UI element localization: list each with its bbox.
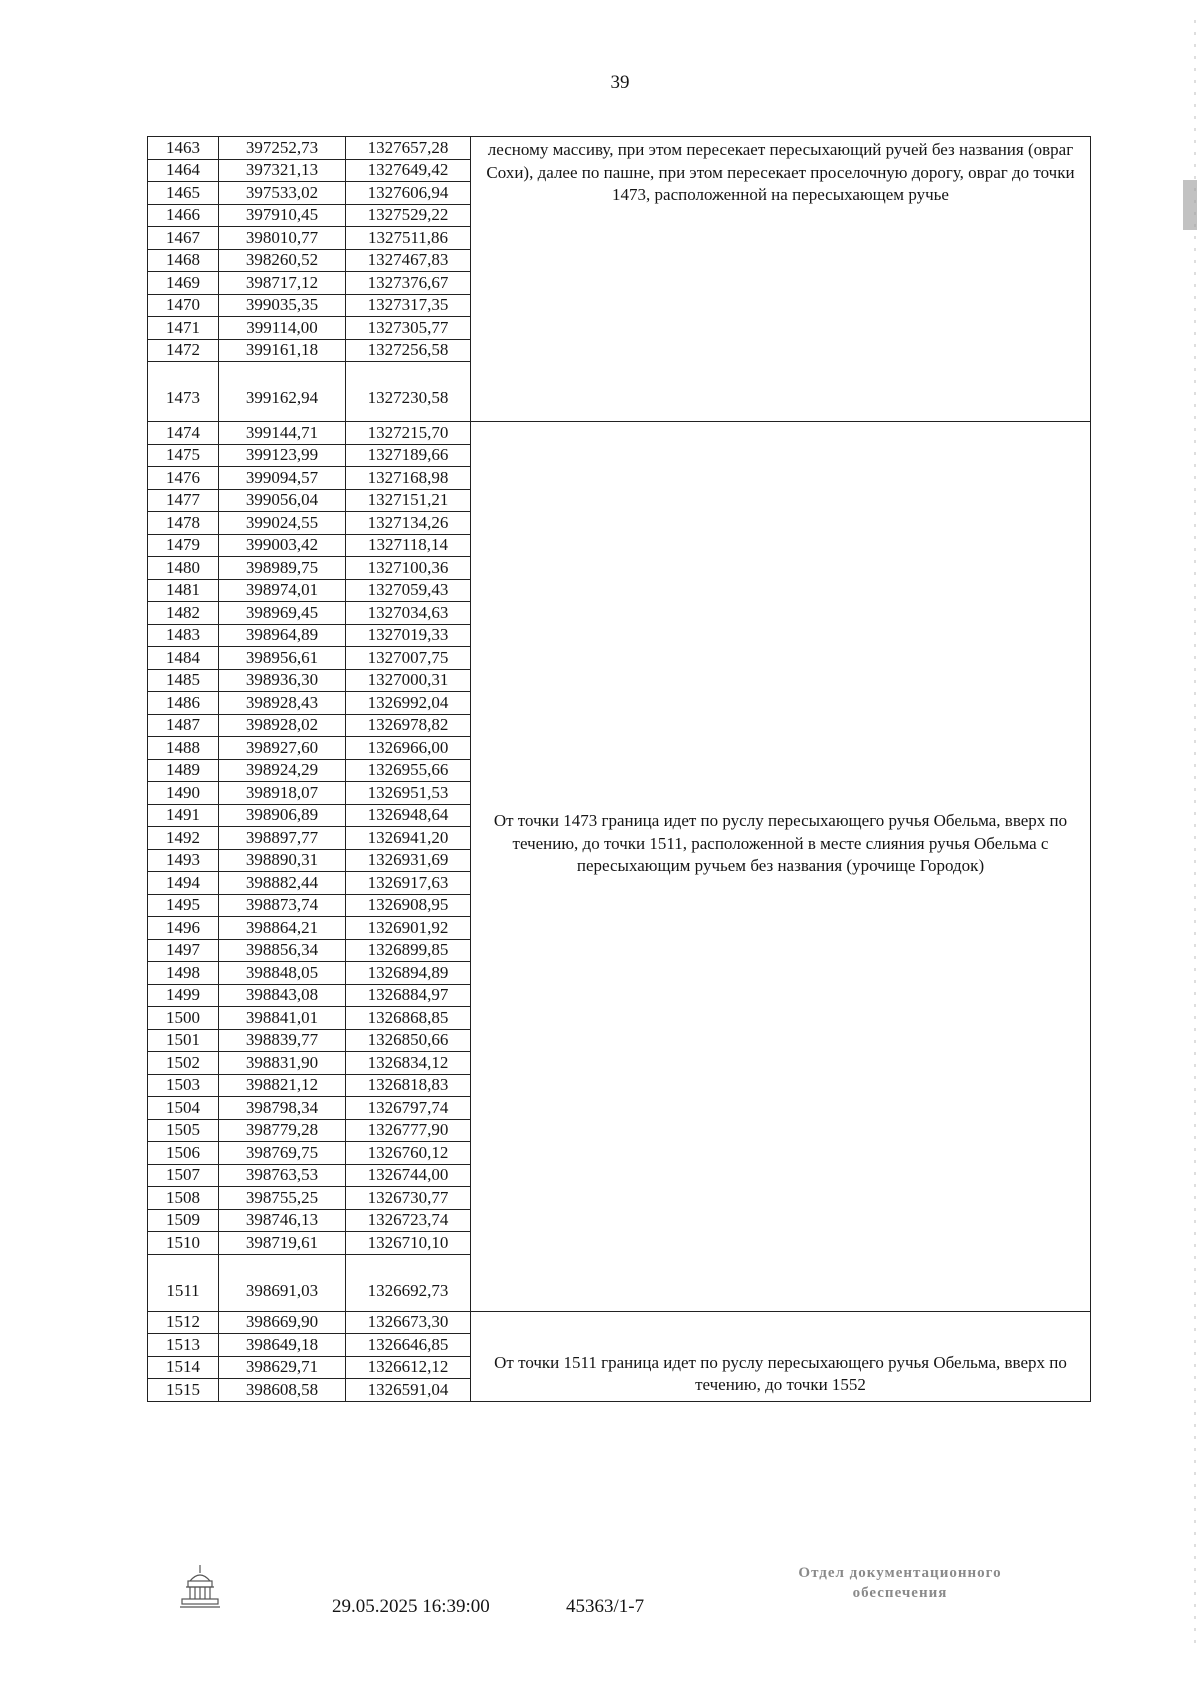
y-coordinate-cell: 1326692,73 bbox=[346, 1254, 471, 1311]
y-coordinate-cell: 1326951,53 bbox=[346, 782, 471, 805]
x-coordinate-cell: 399035,35 bbox=[219, 294, 346, 317]
x-coordinate-cell: 398864,21 bbox=[219, 917, 346, 940]
y-coordinate-cell: 1326899,85 bbox=[346, 939, 471, 962]
x-coordinate-cell: 399003,42 bbox=[219, 534, 346, 557]
point-number-cell: 1513 bbox=[148, 1334, 219, 1357]
table-row bbox=[148, 137, 1091, 160]
point-number-cell: 1493 bbox=[148, 849, 219, 872]
building-logo-icon bbox=[178, 1563, 222, 1609]
point-number-cell: 1464 bbox=[148, 159, 219, 182]
x-coordinate-cell: 398839,77 bbox=[219, 1029, 346, 1052]
y-coordinate-cell: 1327529,22 bbox=[346, 204, 471, 227]
x-coordinate-cell: 398821,12 bbox=[219, 1074, 346, 1097]
point-number-cell: 1489 bbox=[148, 759, 219, 782]
y-coordinate-cell: 1326901,92 bbox=[346, 917, 471, 940]
point-number-cell: 1492 bbox=[148, 827, 219, 850]
x-coordinate-cell: 398882,44 bbox=[219, 872, 346, 895]
x-coordinate-cell: 398717,12 bbox=[219, 272, 346, 295]
y-coordinate-cell: 1326797,74 bbox=[346, 1097, 471, 1120]
table-row bbox=[148, 1311, 1091, 1334]
x-coordinate-cell: 398669,90 bbox=[219, 1311, 346, 1334]
x-coordinate-cell: 398969,45 bbox=[219, 602, 346, 625]
point-number-cell: 1496 bbox=[148, 917, 219, 940]
y-coordinate-cell: 1326978,82 bbox=[346, 714, 471, 737]
footer-datetime: 29.05.2025 16:39:00 bbox=[332, 1596, 490, 1617]
x-coordinate-cell: 399114,00 bbox=[219, 317, 346, 340]
y-coordinate-cell: 1326673,30 bbox=[346, 1311, 471, 1334]
point-number-cell: 1487 bbox=[148, 714, 219, 737]
y-coordinate-cell: 1326850,66 bbox=[346, 1029, 471, 1052]
x-coordinate-cell: 399094,57 bbox=[219, 467, 346, 490]
point-number-cell: 1467 bbox=[148, 227, 219, 250]
y-coordinate-cell: 1326723,74 bbox=[346, 1209, 471, 1232]
y-coordinate-cell: 1327649,42 bbox=[346, 159, 471, 182]
y-coordinate-cell: 1327376,67 bbox=[346, 272, 471, 295]
y-coordinate-cell: 1326917,63 bbox=[346, 872, 471, 895]
y-coordinate-cell: 1327256,58 bbox=[346, 339, 471, 362]
y-coordinate-cell: 1326948,64 bbox=[346, 804, 471, 827]
y-coordinate-cell: 1327467,83 bbox=[346, 249, 471, 272]
point-number-cell: 1500 bbox=[148, 1007, 219, 1030]
y-coordinate-cell: 1327189,66 bbox=[346, 444, 471, 467]
x-coordinate-cell: 398746,13 bbox=[219, 1209, 346, 1232]
x-coordinate-cell: 398831,90 bbox=[219, 1052, 346, 1075]
y-coordinate-cell: 1327606,94 bbox=[346, 182, 471, 205]
point-number-cell: 1491 bbox=[148, 804, 219, 827]
footer-doc-number: 45363/1-7 bbox=[566, 1596, 645, 1617]
x-coordinate-cell: 397321,13 bbox=[219, 159, 346, 182]
y-coordinate-cell: 1327511,86 bbox=[346, 227, 471, 250]
y-coordinate-cell: 1327134,26 bbox=[346, 512, 471, 535]
y-coordinate-cell: 1326834,12 bbox=[346, 1052, 471, 1075]
point-number-cell: 1488 bbox=[148, 737, 219, 760]
x-coordinate-cell: 398974,01 bbox=[219, 579, 346, 602]
x-coordinate-cell: 398956,61 bbox=[219, 647, 346, 670]
point-number-cell: 1463 bbox=[148, 137, 219, 160]
y-coordinate-cell: 1326955,66 bbox=[346, 759, 471, 782]
x-coordinate-cell: 398779,28 bbox=[219, 1119, 346, 1142]
y-coordinate-cell: 1326818,83 bbox=[346, 1074, 471, 1097]
point-number-cell: 1473 bbox=[148, 362, 219, 422]
x-coordinate-cell: 399123,99 bbox=[219, 444, 346, 467]
x-coordinate-cell: 397910,45 bbox=[219, 204, 346, 227]
x-coordinate-cell: 398629,71 bbox=[219, 1356, 346, 1379]
x-coordinate-cell: 398260,52 bbox=[219, 249, 346, 272]
x-coordinate-cell: 398763,53 bbox=[219, 1164, 346, 1187]
y-coordinate-cell: 1326908,95 bbox=[346, 894, 471, 917]
stamp-line-2: обеспечения bbox=[852, 1585, 948, 1601]
x-coordinate-cell: 398873,74 bbox=[219, 894, 346, 917]
point-number-cell: 1469 bbox=[148, 272, 219, 295]
x-coordinate-cell: 398890,31 bbox=[219, 849, 346, 872]
x-coordinate-cell: 398918,07 bbox=[219, 782, 346, 805]
y-coordinate-cell: 1327230,58 bbox=[346, 362, 471, 422]
x-coordinate-cell: 398989,75 bbox=[219, 557, 346, 580]
x-coordinate-cell: 398719,61 bbox=[219, 1232, 346, 1255]
point-number-cell: 1470 bbox=[148, 294, 219, 317]
y-coordinate-cell: 1327168,98 bbox=[346, 467, 471, 490]
y-coordinate-cell: 1327151,21 bbox=[346, 489, 471, 512]
x-coordinate-cell: 399162,94 bbox=[219, 362, 346, 422]
x-coordinate-cell: 398928,02 bbox=[219, 714, 346, 737]
x-coordinate-cell: 398936,30 bbox=[219, 669, 346, 692]
point-number-cell: 1506 bbox=[148, 1142, 219, 1165]
x-coordinate-cell: 398798,34 bbox=[219, 1097, 346, 1120]
point-number-cell: 1510 bbox=[148, 1232, 219, 1255]
point-number-cell: 1478 bbox=[148, 512, 219, 535]
point-number-cell: 1484 bbox=[148, 647, 219, 670]
y-coordinate-cell: 1327007,75 bbox=[346, 647, 471, 670]
table-row bbox=[148, 422, 1091, 445]
point-number-cell: 1514 bbox=[148, 1356, 219, 1379]
point-number-cell: 1503 bbox=[148, 1074, 219, 1097]
point-number-cell: 1511 bbox=[148, 1254, 219, 1311]
x-coordinate-cell: 398010,77 bbox=[219, 227, 346, 250]
boundary-description: От точки 1473 граница идет по руслу пересыхающего ручья Обельма, вверх по течению, до точки 1511, расположенной в месте слияния ручья Обельма с пересыхающим ручьем без названия (урочище Городок) bbox=[471, 422, 1091, 1312]
y-coordinate-cell: 1326868,85 bbox=[346, 1007, 471, 1030]
x-coordinate-cell: 398691,03 bbox=[219, 1254, 346, 1311]
x-coordinate-cell: 398841,01 bbox=[219, 1007, 346, 1030]
x-coordinate-cell: 398608,58 bbox=[219, 1379, 346, 1402]
point-number-cell: 1498 bbox=[148, 962, 219, 985]
x-coordinate-cell: 399144,71 bbox=[219, 422, 346, 445]
y-coordinate-cell: 1327059,43 bbox=[346, 579, 471, 602]
point-number-cell: 1515 bbox=[148, 1379, 219, 1402]
y-coordinate-cell: 1326777,90 bbox=[346, 1119, 471, 1142]
y-coordinate-cell: 1327000,31 bbox=[346, 669, 471, 692]
point-number-cell: 1502 bbox=[148, 1052, 219, 1075]
y-coordinate-cell: 1326884,97 bbox=[346, 984, 471, 1007]
y-coordinate-cell: 1326931,69 bbox=[346, 849, 471, 872]
point-number-cell: 1485 bbox=[148, 669, 219, 692]
x-coordinate-cell: 398924,29 bbox=[219, 759, 346, 782]
point-number-cell: 1471 bbox=[148, 317, 219, 340]
x-coordinate-cell: 398897,77 bbox=[219, 827, 346, 850]
y-coordinate-cell: 1327657,28 bbox=[346, 137, 471, 160]
y-coordinate-cell: 1326894,89 bbox=[346, 962, 471, 985]
boundary-description: лесному массиву, при этом пересекает пересыхающий ручей без названия (овраг Сохи), далее по пашне, при этом пересекает проселочную дорогу, овраг до точки 1473, расположенной на пересыхающем ручье bbox=[471, 137, 1091, 422]
point-number-cell: 1497 bbox=[148, 939, 219, 962]
boundary-description: От точки 1511 граница идет по руслу пересыхающего ручья Обельма, вверх по течению, до точки 1552 bbox=[471, 1311, 1091, 1401]
x-coordinate-cell: 398843,08 bbox=[219, 984, 346, 1007]
y-coordinate-cell: 1326760,12 bbox=[346, 1142, 471, 1165]
point-number-cell: 1474 bbox=[148, 422, 219, 445]
point-number-cell: 1476 bbox=[148, 467, 219, 490]
x-coordinate-cell: 398964,89 bbox=[219, 624, 346, 647]
y-coordinate-cell: 1327118,14 bbox=[346, 534, 471, 557]
y-coordinate-cell: 1326744,00 bbox=[346, 1164, 471, 1187]
x-coordinate-cell: 398755,25 bbox=[219, 1187, 346, 1210]
point-number-cell: 1479 bbox=[148, 534, 219, 557]
point-number-cell: 1480 bbox=[148, 557, 219, 580]
point-number-cell: 1482 bbox=[148, 602, 219, 625]
x-coordinate-cell: 399024,55 bbox=[219, 512, 346, 535]
x-coordinate-cell: 398906,89 bbox=[219, 804, 346, 827]
y-coordinate-cell: 1326612,12 bbox=[346, 1356, 471, 1379]
y-coordinate-cell: 1327100,36 bbox=[346, 557, 471, 580]
x-coordinate-cell: 397533,02 bbox=[219, 182, 346, 205]
point-number-cell: 1477 bbox=[148, 489, 219, 512]
point-number-cell: 1468 bbox=[148, 249, 219, 272]
point-number-cell: 1466 bbox=[148, 204, 219, 227]
point-number-cell: 1512 bbox=[148, 1311, 219, 1334]
page-number: 39 bbox=[610, 72, 630, 93]
x-coordinate-cell: 398769,75 bbox=[219, 1142, 346, 1165]
point-number-cell: 1499 bbox=[148, 984, 219, 1007]
x-coordinate-cell: 399161,18 bbox=[219, 339, 346, 362]
y-coordinate-cell: 1327317,35 bbox=[346, 294, 471, 317]
point-number-cell: 1505 bbox=[148, 1119, 219, 1142]
x-coordinate-cell: 397252,73 bbox=[219, 137, 346, 160]
x-coordinate-cell: 398927,60 bbox=[219, 737, 346, 760]
x-coordinate-cell: 398856,34 bbox=[219, 939, 346, 962]
point-number-cell: 1483 bbox=[148, 624, 219, 647]
y-coordinate-cell: 1326710,10 bbox=[346, 1232, 471, 1255]
point-number-cell: 1494 bbox=[148, 872, 219, 895]
point-number-cell: 1475 bbox=[148, 444, 219, 467]
x-coordinate-cell: 398928,43 bbox=[219, 692, 346, 715]
point-number-cell: 1465 bbox=[148, 182, 219, 205]
y-coordinate-cell: 1326591,04 bbox=[346, 1379, 471, 1402]
y-coordinate-cell: 1327019,33 bbox=[346, 624, 471, 647]
x-coordinate-cell: 399056,04 bbox=[219, 489, 346, 512]
y-coordinate-cell: 1326966,00 bbox=[346, 737, 471, 760]
point-number-cell: 1486 bbox=[148, 692, 219, 715]
y-coordinate-cell: 1326646,85 bbox=[346, 1334, 471, 1357]
point-number-cell: 1507 bbox=[148, 1164, 219, 1187]
stamp-line-1: Отдел документационного bbox=[798, 1565, 1002, 1581]
x-coordinate-cell: 398848,05 bbox=[219, 962, 346, 985]
y-coordinate-cell: 1326992,04 bbox=[346, 692, 471, 715]
x-coordinate-cell: 398649,18 bbox=[219, 1334, 346, 1357]
point-number-cell: 1481 bbox=[148, 579, 219, 602]
department-stamp bbox=[730, 1563, 1070, 1603]
y-coordinate-cell: 1326941,20 bbox=[346, 827, 471, 850]
y-coordinate-cell: 1327305,77 bbox=[346, 317, 471, 340]
point-number-cell: 1508 bbox=[148, 1187, 219, 1210]
y-coordinate-cell: 1327215,70 bbox=[346, 422, 471, 445]
point-number-cell: 1472 bbox=[148, 339, 219, 362]
point-number-cell: 1490 bbox=[148, 782, 219, 805]
coordinates-table bbox=[147, 136, 1091, 1402]
point-number-cell: 1501 bbox=[148, 1029, 219, 1052]
scan-edge-marks bbox=[1180, 0, 1200, 1695]
y-coordinate-cell: 1327034,63 bbox=[346, 602, 471, 625]
y-coordinate-cell: 1326730,77 bbox=[346, 1187, 471, 1210]
point-number-cell: 1495 bbox=[148, 894, 219, 917]
point-number-cell: 1504 bbox=[148, 1097, 219, 1120]
point-number-cell: 1509 bbox=[148, 1209, 219, 1232]
